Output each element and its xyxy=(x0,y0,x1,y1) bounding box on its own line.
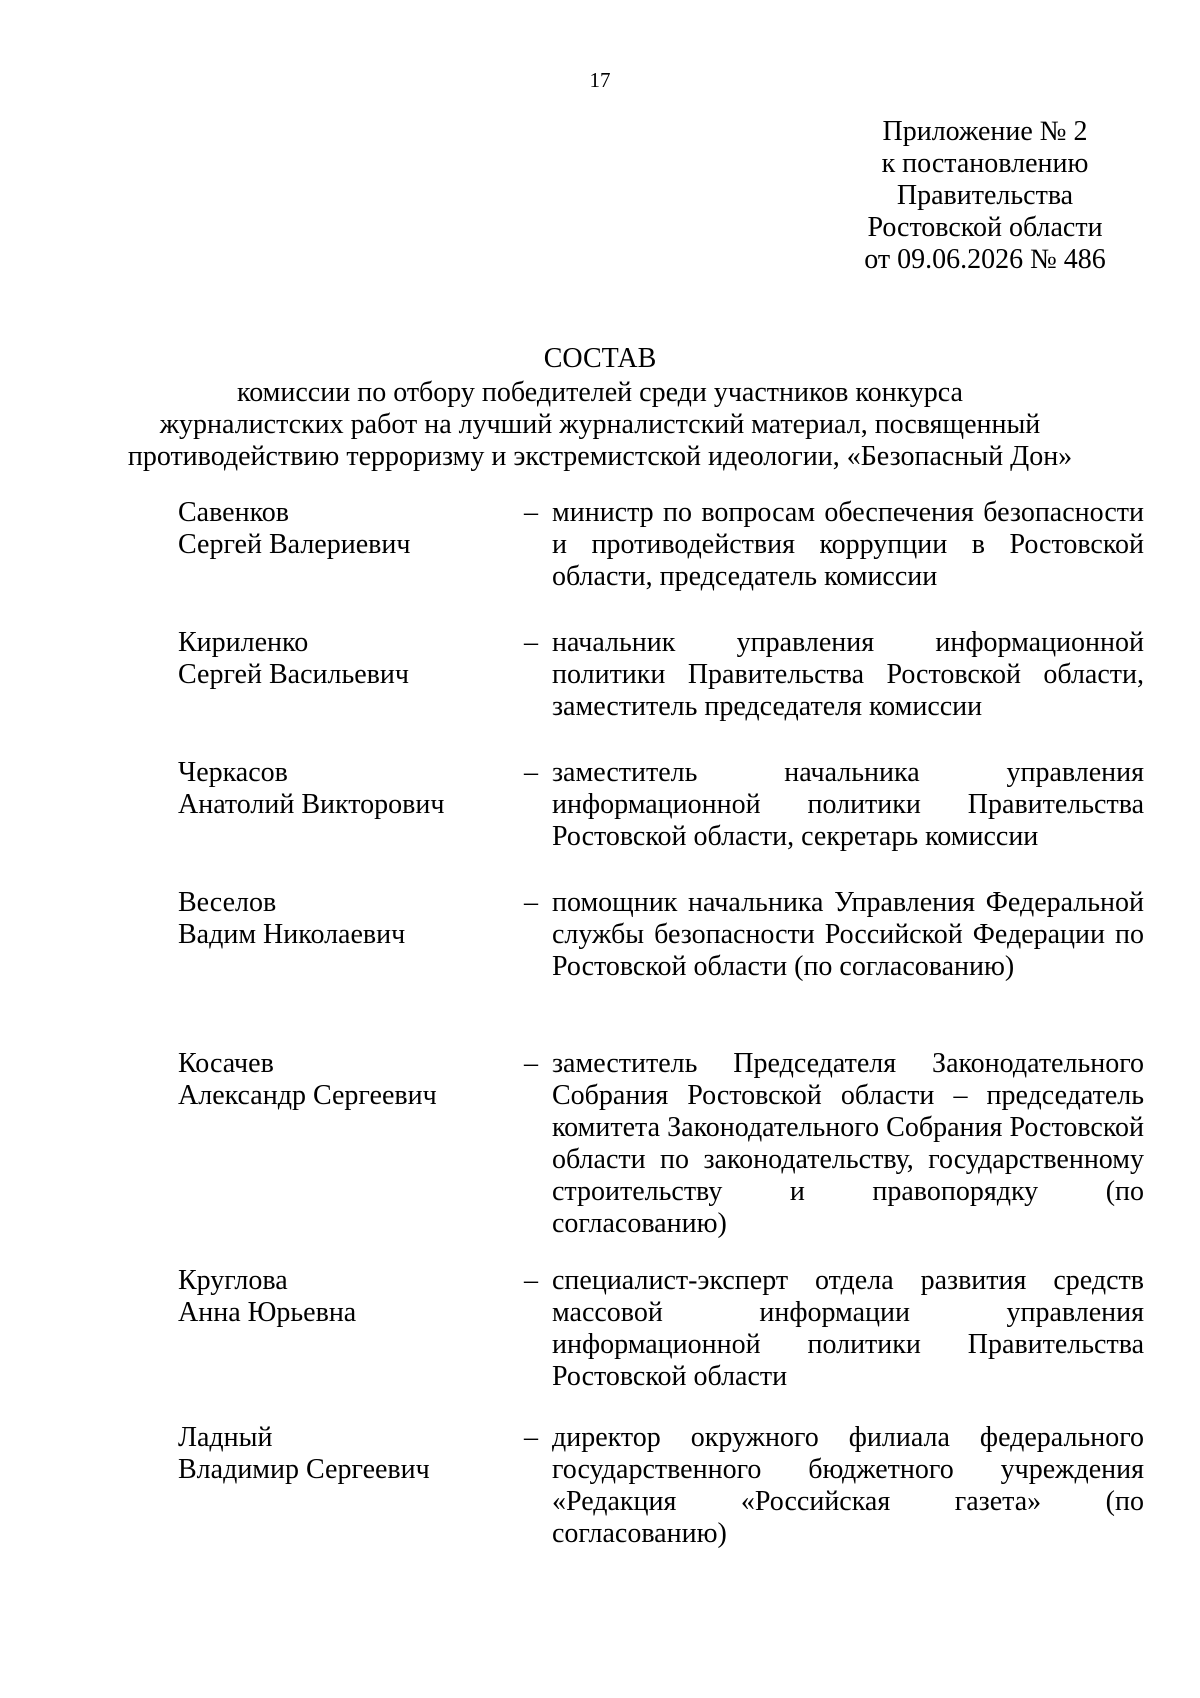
member-role: начальник управления информационной политики Правительства Ростовской области, заместитель председателя комиссии xyxy=(552,627,1144,722)
member-given-name: Александр Сергеевич xyxy=(178,1080,437,1111)
member-given-name: Анна Юрьевна xyxy=(178,1297,357,1328)
member-surname: Черкасов xyxy=(178,757,288,788)
member-role: заместитель Председателя Законодательного Собрания Ростовской области – председатель комитета Законодательного Собрания Ростовской области по законодательству, государственному строительству и правопорядку (по согласованию) xyxy=(552,1048,1144,1239)
member-surname: Кириленко xyxy=(178,627,309,658)
document-title: СОСТАВ xyxy=(543,343,657,374)
member-role: помощник начальника Управления Федеральной службы безопасности Российской Федерации по Ростовской области (по согласованию) xyxy=(552,887,1144,982)
dash-separator: – xyxy=(524,1265,538,1296)
member-given-name: Анатолий Викторович xyxy=(178,789,445,820)
appendix-line: Ростовской области xyxy=(867,212,1103,243)
member-surname: Косачев xyxy=(178,1048,274,1079)
member-surname: Веселов xyxy=(178,887,277,918)
dash-separator: – xyxy=(524,627,538,658)
document-subtitle-line: противодействию терроризму и экстремистской идеологии, «Безопасный Дон» xyxy=(127,441,1073,472)
appendix-line: Правительства xyxy=(896,180,1074,211)
member-role: специалист-эксперт отдела развития средств массовой информации управления информационной политики Правительства Ростовской области xyxy=(552,1265,1144,1392)
dash-separator: – xyxy=(524,1048,538,1079)
member-given-name: Сергей Валериевич xyxy=(178,529,411,560)
dash-separator: – xyxy=(524,1422,538,1453)
appendix-line: от 09.06.2026 № 486 xyxy=(864,244,1106,275)
appendix-block xyxy=(820,116,1150,276)
page-number: 17 xyxy=(589,68,611,92)
dash-separator: – xyxy=(524,757,538,788)
document-heading xyxy=(0,343,1200,473)
appendix-line: к постановлению xyxy=(881,148,1089,179)
dash-separator: – xyxy=(524,887,538,918)
member-given-name: Вадим Николаевич xyxy=(178,919,406,950)
member-surname: Ладный xyxy=(178,1422,273,1453)
member-name xyxy=(178,1422,508,1486)
member-role: директор окружного филиала федерального государственного бюджетного учреждения «Редакция «Российская газета» (по согласованию) xyxy=(552,1422,1144,1549)
member-surname: Савенков xyxy=(178,497,289,528)
member-role: заместитель начальника управления информационной политики Правительства Ростовской области, секретарь комиссии xyxy=(552,757,1144,852)
member-name xyxy=(178,757,508,821)
member-surname: Круглова xyxy=(178,1265,288,1296)
member-given-name: Сергей Васильевич xyxy=(178,659,409,690)
member-name xyxy=(178,1265,508,1329)
member-given-name: Владимир Сергеевич xyxy=(178,1454,430,1485)
document-subtitle-line: комиссии по отбору победителей среди участников конкурса xyxy=(237,377,963,408)
member-name xyxy=(178,627,508,691)
member-role: министр по вопросам обеспечения безопасности и противодействия коррупции в Ростовской области, председатель комиссии xyxy=(552,497,1144,592)
member-name xyxy=(178,887,508,951)
member-name xyxy=(178,497,508,561)
document-subtitle-line: журналистских работ на лучший журналистский материал, посвященный xyxy=(159,409,1041,440)
dash-separator: – xyxy=(524,497,538,528)
member-name xyxy=(178,1048,508,1112)
appendix-line: Приложение № 2 xyxy=(882,116,1088,147)
